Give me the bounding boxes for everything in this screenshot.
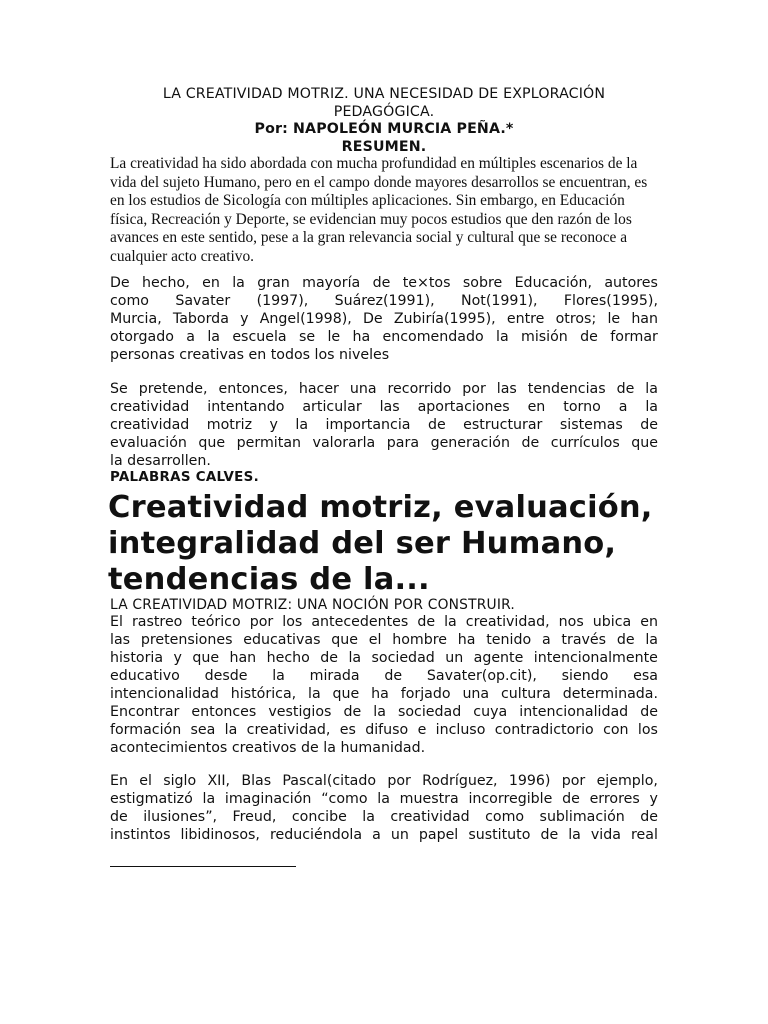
p3-line: acontecimientos creativos de la humanidad.	[110, 740, 426, 756]
footnote-separator	[110, 866, 296, 867]
abstract-line: física, Recreación y Deporte, se evidencian muy pocos estudios que den razón de los	[110, 210, 632, 228]
p4-line: En el siglo XII, Blas Pascal(citado por Rodríguez, 1996) por ejemplo,	[110, 773, 658, 789]
abstract-line: avances en este sentido, pese a la gran relevancia social y cultural que se reconoce a	[110, 229, 628, 247]
paragraph-1	[110, 274, 658, 364]
p3-line: formación sea la creatividad, es difuso e incluso contradictorio con los	[110, 722, 658, 738]
p2-line: creatividad motriz y la importancia de estructurar sistemas de	[110, 417, 658, 433]
keywords-line: Creatividad motriz, evaluación,	[108, 490, 653, 525]
title-block	[100, 86, 668, 156]
p3-line: intencionalidad histórica, la que ha forjado una cultura determinada.	[110, 686, 658, 702]
abstract-line: vida del sujeto Humano, pero en el campo donde mayores desarrollos se encuentran, es	[110, 173, 648, 191]
p3-line: Encontrar entonces vestigios de la sociedad cuya intencionalidad de	[110, 704, 658, 720]
abstract-line: en los estudios de Sicología con múltiples aplicaciones. Sin embargo, en Educación	[110, 192, 625, 210]
p4-line: instintos libidinosos, reduciéndola a un papel sustituto de la vida real	[110, 827, 658, 843]
author-line: Por: NAPOLEÓN MURCIA PEÑA.*	[254, 121, 514, 137]
p1-line: Murcia, Taborda y Angel(1998), De Zubiría(1995), entre otros; le han	[110, 311, 658, 327]
p1-line: De hecho, en la gran mayoría de te×tos sobre Educación, autores	[110, 275, 658, 291]
p3-line: las pretensiones educativas que el hombre ha tenido a través de la	[110, 632, 658, 648]
resumen-heading: RESUMEN.	[341, 138, 427, 155]
paragraph-4	[110, 772, 658, 844]
abstract-line: cualquier acto creativo.	[110, 247, 254, 265]
p1-line: como Savater (1997), Suárez(1991), Not(1991), Flores(1995),	[110, 293, 658, 309]
title-line-1: LA CREATIVIDAD MOTRIZ. UNA NECESIDAD DE EXPLORACIÓN	[162, 86, 606, 102]
keywords-line: integralidad del ser Humano,	[108, 526, 617, 561]
paragraph-3	[110, 613, 658, 757]
keywords-label: PALABRAS CALVES.	[110, 470, 259, 485]
p1-line: otorgado a la escuela se le ha encomendado la misión de formar	[110, 329, 658, 345]
abstract-line: La creatividad ha sido abordada con mucha profundidad en múltiples escenarios de la	[110, 155, 638, 172]
p2-line: la desarrollen.	[110, 453, 211, 469]
abstract-paragraph	[110, 155, 660, 267]
p3-line: educativo desde la mirada de Savater(op.cit), siendo esa	[110, 668, 658, 684]
title-line-2: PEDAGÓGICA.	[333, 103, 435, 120]
p3-line: historia y que han hecho de la sociedad un agente intencionalmente	[110, 650, 658, 666]
p2-line: creatividad intentando articular las aportaciones en torno a la	[110, 399, 658, 415]
p2-line: Se pretende, entonces, hacer una recorrido por las tendencias de la	[110, 381, 658, 397]
p4-line: de ilusiones”, Freud, concibe la creatividad como sublimación de	[110, 809, 658, 825]
p1-line: personas creativas en todos los niveles	[110, 347, 390, 363]
p2-line: evaluación que permitan valorarla para generación de currículos que	[110, 435, 658, 451]
p3-line: El rastreo teórico por los antecedentes de la creatividad, nos ubica en	[110, 614, 658, 630]
p4-line: estigmatizó la imaginación “como la muestra incorregible de errores y	[110, 791, 658, 807]
paragraph-2	[110, 380, 658, 470]
keywords-line: tendencias de la...	[108, 562, 430, 597]
keywords	[108, 490, 668, 598]
section-heading: LA CREATIVIDAD MOTRIZ: UNA NOCIÓN POR CONSTRUIR.	[110, 597, 515, 613]
